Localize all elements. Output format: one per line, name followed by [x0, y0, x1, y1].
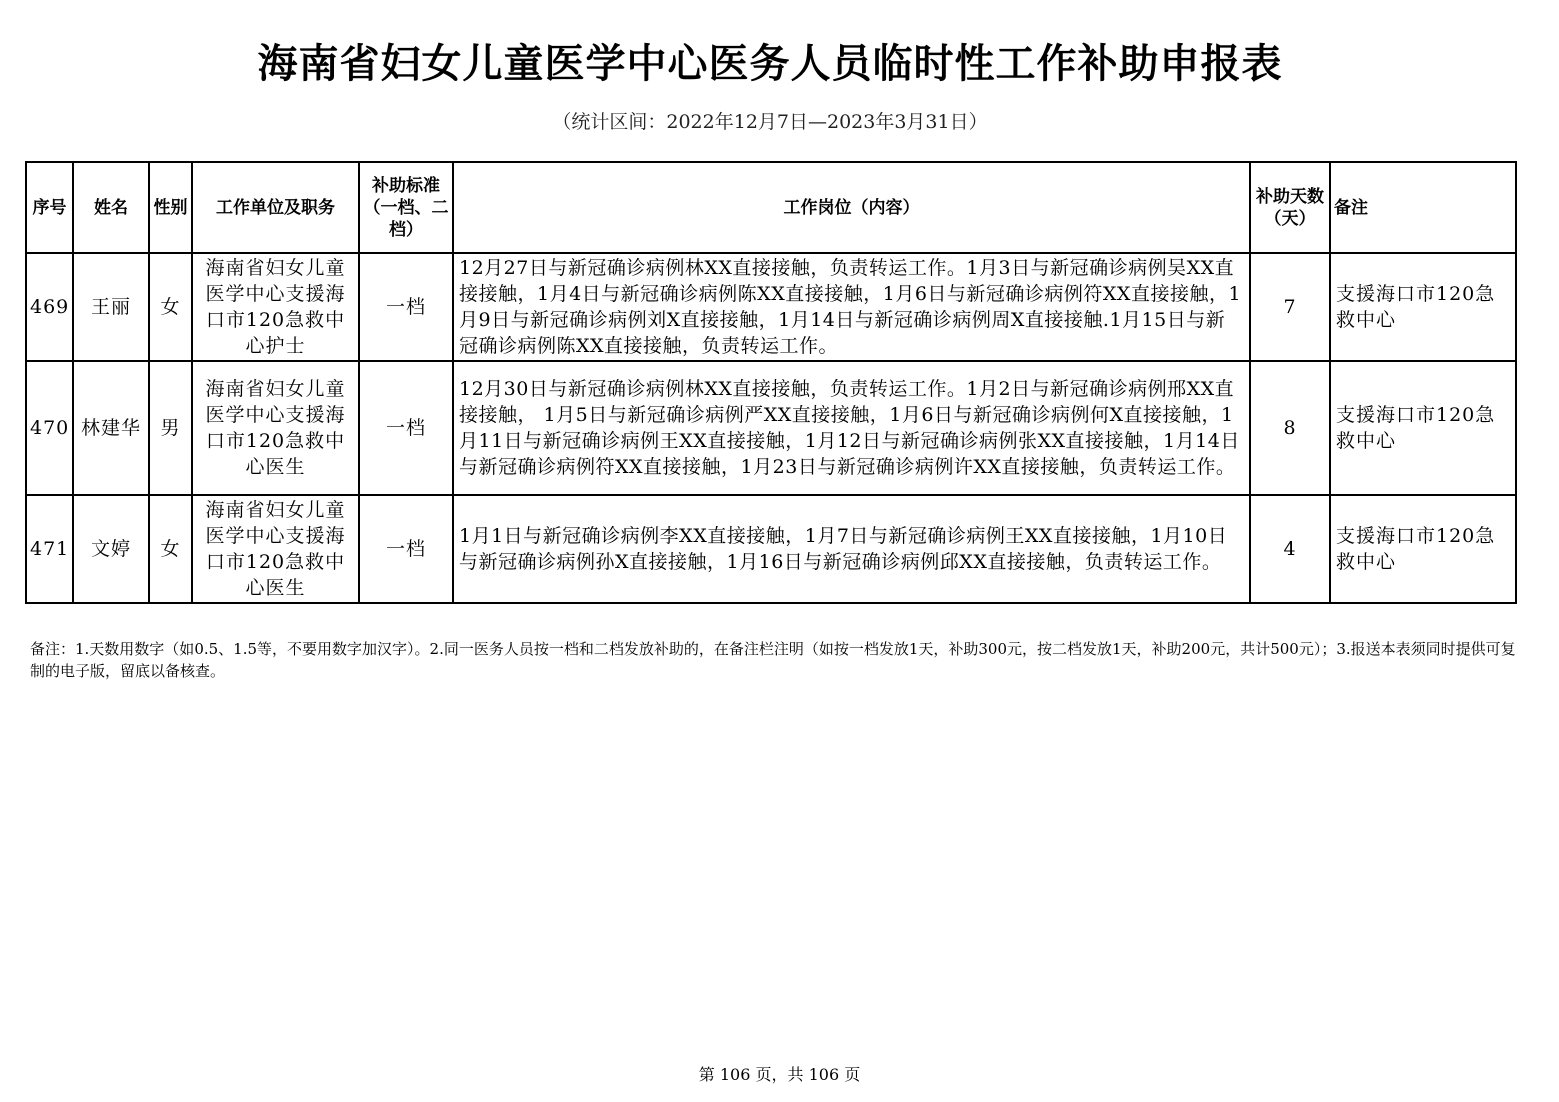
- cell-days: 4: [1250, 495, 1330, 603]
- cell-gender: 女: [149, 253, 192, 361]
- header-standard: 补助标准（一档、二档）: [359, 162, 453, 253]
- cell-content: 12月30日与新冠确诊病例林XX直接接触，负责转运工作。1月2日与新冠确诊病例邢XX直接接触， 1月5日与新冠确诊病例严XX直接接触，1月6日与新冠确诊病例何X直接接触，1月11日与新冠确诊病例王XX直接接触，1月12日与新冠确诊病例张XX直接接触，1月14日与新冠确诊病例符XX直接接触，1月23日与新冠确诊病例许XX直接接触，负责转运工作。: [453, 361, 1250, 495]
- footnote: 备注：1.天数用数字（如0.5、1.5等，不要用数字加汉字）。2.同一医务人员按一档和二档发放补助的，在备注栏注明（如按一档发放1天，补助300元，按二档发放1天，补助200元，共计500元）；3.报送本表须同时提供可复制的电子版，留底以备核查。: [30, 640, 1516, 680]
- page-subtitle: （统计区间：2022年12月7日—2023年3月31日）: [552, 111, 988, 133]
- cell-seq: 469: [26, 253, 73, 361]
- header-name: 姓名: [73, 162, 149, 253]
- cell-name: 王丽: [73, 253, 149, 361]
- cell-unit: 海南省妇女儿童医学中心支援海口市120急救中心护士: [192, 253, 359, 361]
- cell-name: 文婷: [73, 495, 149, 603]
- cell-remark: 支援海口市120急救中心: [1330, 361, 1516, 495]
- subsidy-report-table: [25, 161, 1517, 604]
- cell-unit: 海南省妇女儿童医学中心支援海口市120急救中心医生: [192, 495, 359, 603]
- cell-standard: 一档: [359, 361, 453, 495]
- cell-name: 林建华: [73, 361, 149, 495]
- cell-gender: 女: [149, 495, 192, 603]
- cell-standard: 一档: [359, 253, 453, 361]
- cell-days: 8: [1250, 361, 1330, 495]
- cell-content: 12月27日与新冠确诊病例林XX直接接触，负责转运工作。1月3日与新冠确诊病例吴XX直接接触，1月4日与新冠确诊病例陈XX直接接触，1月6日与新冠确诊病例符XX直接接触，1月9日与新冠确诊病例刘X直接接触，1月14日与新冠确诊病例周X直接接触.1月15日与新冠确诊病例陈XX直接接触，负责转运工作。: [453, 253, 1250, 361]
- header-gender: 性别: [149, 162, 192, 253]
- page-number: 第 106 页，共 106 页: [698, 1065, 861, 1084]
- header-seq: 序号: [26, 162, 73, 253]
- cell-remark: 支援海口市120急救中心: [1330, 495, 1516, 603]
- header-remark: 备注: [1330, 162, 1516, 253]
- table-header-row: [26, 162, 1516, 253]
- cell-unit: 海南省妇女儿童医学中心支援海口市120急救中心医生: [192, 361, 359, 495]
- cell-seq: 470: [26, 361, 73, 495]
- cell-days: 7: [1250, 253, 1330, 361]
- header-unit: 工作单位及职务: [192, 162, 359, 253]
- table-row: [26, 253, 1516, 361]
- page-title: 海南省妇女儿童医学中心医务人员临时性工作补助申报表: [257, 41, 1283, 87]
- header-post: 工作岗位（内容）: [453, 162, 1250, 253]
- table-row: [26, 495, 1516, 603]
- header-days: 补助天数（天）: [1250, 162, 1330, 253]
- cell-standard: 一档: [359, 495, 453, 603]
- cell-remark: 支援海口市120急救中心: [1330, 253, 1516, 361]
- cell-gender: 男: [149, 361, 192, 495]
- cell-content: 1月1日与新冠确诊病例李XX直接接触，1月7日与新冠确诊病例王XX直接接触，1月10日与新冠确诊病例孙X直接接触，1月16日与新冠确诊病例邱XX直接接触，负责转运工作。: [453, 495, 1250, 603]
- table-row: [26, 361, 1516, 495]
- cell-seq: 471: [26, 495, 73, 603]
